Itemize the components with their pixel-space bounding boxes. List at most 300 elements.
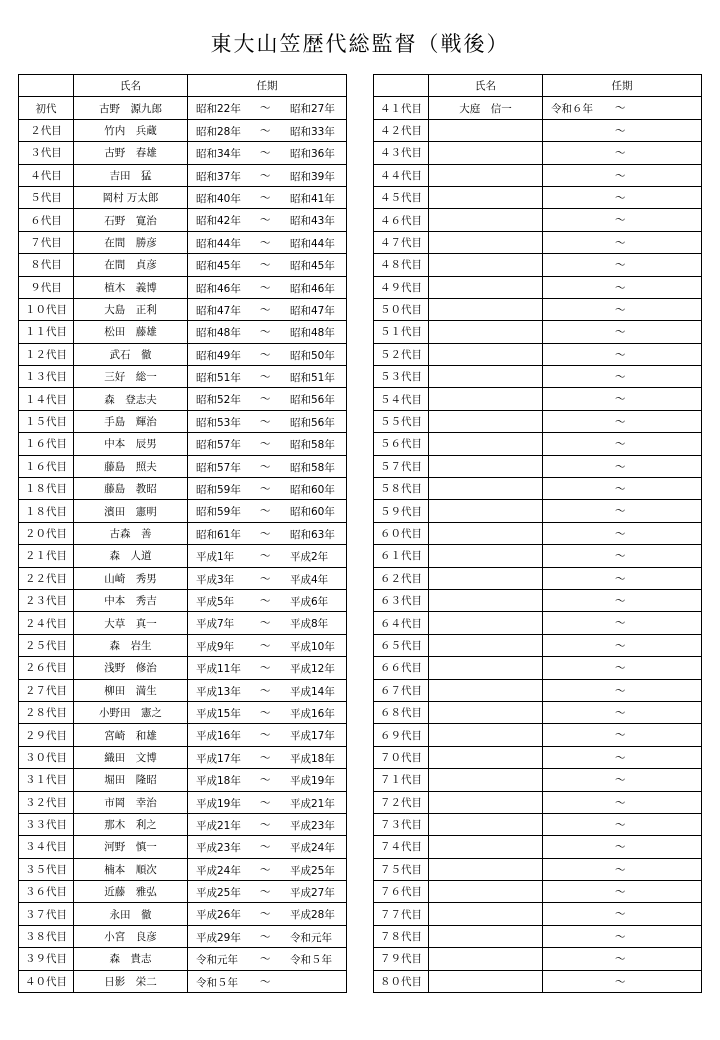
term-cell	[543, 881, 702, 903]
name-cell: 森 人道	[74, 545, 188, 567]
name-cell	[429, 142, 543, 164]
generation-cell: ２２代目	[19, 567, 74, 589]
name-cell: 河野 慎一	[74, 836, 188, 858]
term-end: 昭和58年	[290, 439, 335, 452]
generation-cell: ６５代目	[374, 634, 429, 656]
term-separator: ～	[260, 505, 271, 518]
name-cell	[429, 366, 543, 388]
name-cell: 近藤 雅弘	[74, 881, 188, 903]
term-start: 昭和59年	[196, 484, 241, 497]
name-cell: 在間 勝彦	[74, 231, 188, 253]
term-start: 平成29年	[196, 931, 241, 944]
generation-cell: ７代目	[19, 231, 74, 253]
term-separator: ～	[615, 527, 626, 540]
table-row	[374, 254, 702, 276]
term-cell	[543, 701, 702, 723]
table-row	[19, 231, 347, 253]
table-row	[374, 276, 702, 298]
term-cell	[188, 679, 347, 701]
term-end: 平成28年	[290, 909, 335, 922]
term-separator: ～	[260, 214, 271, 227]
term-cell	[188, 276, 347, 298]
term-cell	[188, 746, 347, 768]
term-end: 平成17年	[290, 730, 335, 743]
name-cell: 濱田 憲明	[74, 500, 188, 522]
generation-cell: ２６代目	[19, 657, 74, 679]
name-cell: 森 登志夫	[74, 388, 188, 410]
name-cell	[429, 164, 543, 186]
name-cell	[429, 343, 543, 365]
term-end: 昭和46年	[290, 282, 335, 295]
table-row	[374, 522, 702, 544]
term-separator: ～	[615, 617, 626, 630]
generation-cell: ７２代目	[374, 791, 429, 813]
name-cell	[429, 657, 543, 679]
table-row	[19, 276, 347, 298]
table-row	[374, 858, 702, 880]
term-cell	[188, 970, 347, 992]
name-cell	[429, 321, 543, 343]
table-row	[19, 589, 347, 611]
term-cell	[543, 657, 702, 679]
table-row	[19, 881, 347, 903]
term-cell	[188, 634, 347, 656]
term-separator: ～	[260, 751, 271, 764]
table-row	[19, 791, 347, 813]
generation-cell: １４代目	[19, 388, 74, 410]
term-start: 平成17年	[196, 752, 241, 765]
table-row	[374, 478, 702, 500]
header-name: 氏名	[74, 75, 188, 97]
term-separator: ～	[260, 259, 271, 272]
table-row	[374, 567, 702, 589]
generation-cell: ２０代目	[19, 522, 74, 544]
term-end: 昭和48年	[290, 327, 335, 340]
term-separator: ～	[615, 281, 626, 294]
generation-cell: ４５代目	[374, 186, 429, 208]
term-separator: ～	[615, 415, 626, 428]
name-cell	[429, 589, 543, 611]
term-start: 平成11年	[196, 663, 241, 676]
name-cell	[429, 522, 543, 544]
table-row	[19, 186, 347, 208]
term-start: 平成9年	[196, 640, 235, 653]
generation-cell: ７８代目	[374, 925, 429, 947]
term-start: 平成25年	[196, 887, 241, 900]
term-end: 平成2年	[290, 551, 329, 564]
term-cell	[188, 478, 347, 500]
term-separator: ～	[615, 505, 626, 518]
term-end: 平成16年	[290, 707, 335, 720]
name-cell: 吉田 猛	[74, 164, 188, 186]
term-separator: ～	[260, 147, 271, 160]
term-separator: ～	[260, 930, 271, 943]
generation-cell: ６７代目	[374, 679, 429, 701]
term-separator: ～	[260, 102, 271, 115]
term-cell	[543, 813, 702, 835]
term-cell	[543, 186, 702, 208]
term-start: 昭和22年	[196, 103, 241, 116]
term-start: 昭和51年	[196, 372, 241, 385]
generation-cell: １６代目	[19, 455, 74, 477]
table-row	[19, 724, 347, 746]
name-cell	[429, 231, 543, 253]
name-cell	[429, 433, 543, 455]
term-separator: ～	[260, 863, 271, 876]
generation-cell: ２９代目	[19, 724, 74, 746]
generation-cell: ５６代目	[374, 433, 429, 455]
term-cell	[543, 634, 702, 656]
term-separator: ～	[615, 236, 626, 249]
term-start: 平成16年	[196, 730, 241, 743]
term-start: 平成1年	[196, 551, 235, 564]
term-cell	[543, 455, 702, 477]
table-row	[19, 164, 347, 186]
table-row	[19, 522, 347, 544]
generation-cell: ５１代目	[374, 321, 429, 343]
name-cell: 柳田 満生	[74, 679, 188, 701]
generation-cell: ８０代目	[374, 970, 429, 992]
term-cell	[188, 836, 347, 858]
term-start: 平成26年	[196, 909, 241, 922]
name-cell: 中本 秀吉	[74, 589, 188, 611]
term-cell	[543, 948, 702, 970]
table-row	[19, 769, 347, 791]
term-cell	[188, 903, 347, 925]
term-separator: ～	[615, 393, 626, 406]
generation-cell: ３２代目	[19, 791, 74, 813]
term-separator: ～	[260, 169, 271, 182]
table-row	[19, 97, 347, 119]
name-cell: 大庭 信一	[429, 97, 543, 119]
name-cell: 浅野 修治	[74, 657, 188, 679]
generation-cell: 初代	[19, 97, 74, 119]
name-cell	[429, 298, 543, 320]
table-row	[374, 948, 702, 970]
term-separator: ～	[260, 662, 271, 675]
name-cell: 植木 義博	[74, 276, 188, 298]
term-end: 平成18年	[290, 752, 335, 765]
term-start: 昭和37年	[196, 170, 241, 183]
term-separator: ～	[260, 527, 271, 540]
name-cell: 竹内 兵蔵	[74, 119, 188, 141]
generation-cell: ２５代目	[19, 634, 74, 656]
term-separator: ～	[260, 953, 271, 966]
name-cell: 市岡 幸治	[74, 791, 188, 813]
term-start: 昭和42年	[196, 215, 241, 228]
table-row	[19, 410, 347, 432]
table-row	[19, 254, 347, 276]
name-cell: 古野 源九郎	[74, 97, 188, 119]
generation-cell: ６９代目	[374, 724, 429, 746]
generation-cell: ２４代目	[19, 612, 74, 634]
term-start: 令和元年	[196, 954, 238, 967]
generation-cell: ６１代目	[374, 545, 429, 567]
name-cell: 日影 栄二	[74, 970, 188, 992]
term-end: 平成4年	[290, 573, 329, 586]
term-cell	[188, 881, 347, 903]
term-separator: ～	[615, 326, 626, 339]
term-separator: ～	[260, 975, 271, 988]
term-cell	[543, 97, 702, 119]
generation-cell: ２８代目	[19, 701, 74, 723]
term-cell	[543, 478, 702, 500]
term-separator: ～	[260, 124, 271, 137]
generation-cell: ７１代目	[374, 769, 429, 791]
generation-cell: ８代目	[19, 254, 74, 276]
term-cell	[543, 769, 702, 791]
table-row	[374, 679, 702, 701]
term-separator: ～	[615, 572, 626, 585]
name-cell	[429, 769, 543, 791]
name-cell	[429, 836, 543, 858]
term-cell	[543, 791, 702, 813]
term-end: 昭和27年	[290, 103, 335, 116]
name-cell	[429, 455, 543, 477]
generation-cell: ２７代目	[19, 679, 74, 701]
table-row	[19, 343, 347, 365]
header-generation	[19, 75, 74, 97]
term-separator: ～	[260, 303, 271, 316]
term-cell	[543, 925, 702, 947]
term-cell	[543, 388, 702, 410]
name-cell: 永田 徹	[74, 903, 188, 925]
term-separator: ～	[260, 639, 271, 652]
name-cell	[429, 186, 543, 208]
term-cell	[188, 500, 347, 522]
term-end: 昭和60年	[290, 484, 335, 497]
name-cell: 中本 辰男	[74, 433, 188, 455]
name-cell: 織田 文博	[74, 746, 188, 768]
name-cell	[429, 254, 543, 276]
table-row	[19, 209, 347, 231]
term-separator: ～	[260, 706, 271, 719]
table-row	[19, 679, 347, 701]
term-separator: ～	[615, 774, 626, 787]
name-cell: 楠本 順次	[74, 858, 188, 880]
generation-cell: １２代目	[19, 343, 74, 365]
name-cell: 森 岩生	[74, 634, 188, 656]
table-row	[19, 925, 347, 947]
name-cell	[429, 209, 543, 231]
term-cell	[543, 970, 702, 992]
table-row	[19, 388, 347, 410]
term-separator: ～	[260, 438, 271, 451]
term-separator: ～	[615, 639, 626, 652]
term-cell	[543, 254, 702, 276]
term-start: 昭和40年	[196, 192, 241, 205]
term-cell	[188, 164, 347, 186]
table-row	[374, 410, 702, 432]
name-cell	[429, 724, 543, 746]
name-cell: 武石 徹	[74, 343, 188, 365]
table-row	[19, 970, 347, 992]
term-cell	[188, 791, 347, 813]
term-separator: ～	[615, 594, 626, 607]
table-row	[374, 701, 702, 723]
term-separator: ～	[260, 236, 271, 249]
table-row	[374, 433, 702, 455]
term-cell	[543, 858, 702, 880]
header-generation	[374, 75, 429, 97]
table-row	[374, 836, 702, 858]
term-end: 平成23年	[290, 819, 335, 832]
table-row	[19, 657, 347, 679]
table-row	[374, 545, 702, 567]
name-cell	[429, 791, 543, 813]
term-cell	[188, 455, 347, 477]
term-end: 昭和56年	[290, 394, 335, 407]
table-row	[19, 836, 347, 858]
term-end: 平成6年	[290, 595, 329, 608]
generation-cell: ３５代目	[19, 858, 74, 880]
table-row	[374, 186, 702, 208]
generation-cell: ３６代目	[19, 881, 74, 903]
term-separator: ～	[260, 483, 271, 496]
term-end: 昭和43年	[290, 215, 335, 228]
roster-table-left	[18, 74, 347, 993]
table-row	[19, 903, 347, 925]
table-row	[19, 455, 347, 477]
term-cell	[543, 343, 702, 365]
generation-cell: ７７代目	[374, 903, 429, 925]
table-row	[19, 500, 347, 522]
generation-cell: ４１代目	[374, 97, 429, 119]
term-separator: ～	[615, 908, 626, 921]
term-end: 令和５年	[290, 954, 332, 967]
term-end: 昭和39年	[290, 170, 335, 183]
generation-cell: ２３代目	[19, 589, 74, 611]
generation-cell: ６０代目	[374, 522, 429, 544]
table-row	[19, 321, 347, 343]
generation-cell: １６代目	[19, 433, 74, 455]
term-start: 平成3年	[196, 573, 235, 586]
term-separator: ～	[615, 818, 626, 831]
term-end: 平成27年	[290, 887, 335, 900]
term-separator: ～	[260, 326, 271, 339]
term-cell	[543, 276, 702, 298]
term-separator: ～	[260, 371, 271, 384]
generation-cell: １８代目	[19, 500, 74, 522]
generation-cell: ２１代目	[19, 545, 74, 567]
term-start: 平成24年	[196, 864, 241, 877]
term-start: 昭和61年	[196, 528, 241, 541]
term-end: 平成19年	[290, 775, 335, 788]
table-row	[374, 612, 702, 634]
term-cell	[543, 903, 702, 925]
term-cell	[543, 724, 702, 746]
generation-cell: ５０代目	[374, 298, 429, 320]
name-cell	[429, 478, 543, 500]
table-row	[374, 925, 702, 947]
header-term: 任期	[188, 75, 347, 97]
term-separator: ～	[615, 259, 626, 272]
table-row	[374, 97, 702, 119]
term-separator: ～	[260, 908, 271, 921]
name-cell	[429, 679, 543, 701]
table-row	[374, 813, 702, 835]
term-end: 昭和56年	[290, 416, 335, 429]
table-row	[374, 657, 702, 679]
term-separator: ～	[615, 729, 626, 742]
table-row	[19, 858, 347, 880]
term-cell	[188, 657, 347, 679]
name-cell: 藤島 照夫	[74, 455, 188, 477]
name-cell	[429, 634, 543, 656]
generation-cell: ４３代目	[374, 142, 429, 164]
term-separator: ～	[260, 594, 271, 607]
term-cell	[543, 142, 702, 164]
term-start: 昭和53年	[196, 416, 241, 429]
name-cell	[429, 746, 543, 768]
name-cell: 森 貴志	[74, 948, 188, 970]
generation-cell: ３０代目	[19, 746, 74, 768]
term-cell	[543, 298, 702, 320]
term-separator: ～	[260, 841, 271, 854]
term-cell	[188, 298, 347, 320]
generation-cell: ３３代目	[19, 813, 74, 835]
name-cell	[429, 612, 543, 634]
term-cell	[188, 410, 347, 432]
term-cell	[543, 119, 702, 141]
term-separator: ～	[260, 572, 271, 585]
term-cell	[188, 231, 347, 253]
term-separator: ～	[260, 281, 271, 294]
name-cell	[429, 701, 543, 723]
term-cell	[188, 186, 347, 208]
name-cell	[429, 925, 543, 947]
name-cell: 山崎 秀男	[74, 567, 188, 589]
name-cell: 堀田 隆昭	[74, 769, 188, 791]
term-separator: ～	[615, 662, 626, 675]
term-separator: ～	[260, 796, 271, 809]
term-start: 昭和34年	[196, 148, 241, 161]
generation-cell: １５代目	[19, 410, 74, 432]
term-cell	[188, 545, 347, 567]
term-cell	[188, 858, 347, 880]
term-cell	[543, 836, 702, 858]
table-row	[19, 298, 347, 320]
term-separator: ～	[260, 818, 271, 831]
name-cell: 小宮 良彦	[74, 925, 188, 947]
table-row	[19, 119, 347, 141]
name-cell	[429, 903, 543, 925]
name-cell: 三好 総一	[74, 366, 188, 388]
table-row	[374, 366, 702, 388]
term-cell	[543, 410, 702, 432]
term-end: 平成25年	[290, 864, 335, 877]
term-separator: ～	[615, 460, 626, 473]
term-separator: ～	[615, 706, 626, 719]
term-cell	[188, 366, 347, 388]
term-cell	[188, 321, 347, 343]
name-cell	[429, 500, 543, 522]
generation-cell: ４６代目	[374, 209, 429, 231]
table-row	[374, 321, 702, 343]
table-row	[19, 813, 347, 835]
term-separator: ～	[615, 102, 626, 115]
term-separator: ～	[260, 617, 271, 630]
name-cell: 古野 春雄	[74, 142, 188, 164]
generation-cell: ９代目	[19, 276, 74, 298]
term-cell	[188, 254, 347, 276]
term-cell	[188, 142, 347, 164]
term-start: 昭和57年	[196, 439, 241, 452]
term-separator: ～	[615, 371, 626, 384]
term-start: 昭和47年	[196, 304, 241, 317]
term-cell	[188, 522, 347, 544]
table-row	[19, 746, 347, 768]
